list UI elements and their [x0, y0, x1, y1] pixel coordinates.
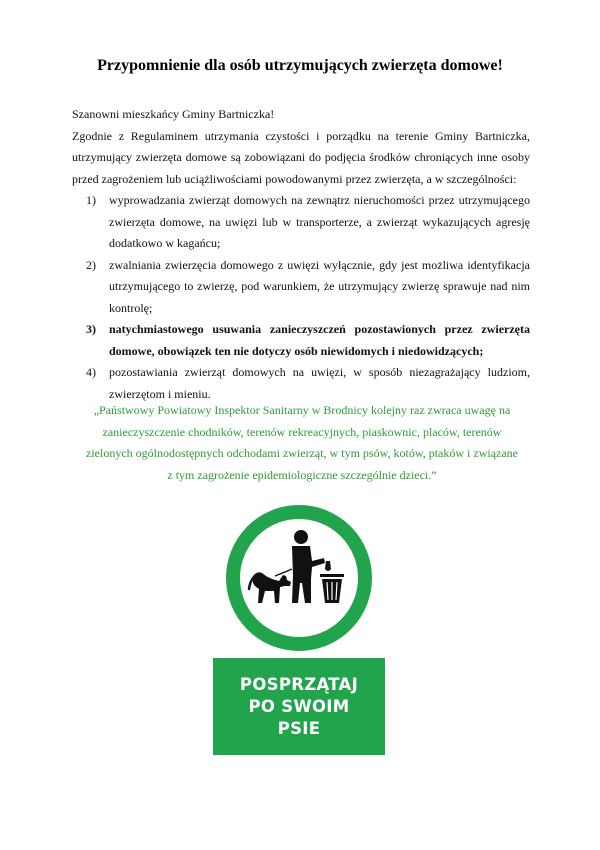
list-item-number: 2)	[86, 257, 96, 272]
person-dog-trash-pictogram-icon	[213, 503, 385, 653]
greeting: Szanowni mieszkańcy Gminy Bartniczka!	[72, 107, 275, 121]
list-item-text: pozostawiania zwierząt domowych na uwięzi, w sposób niezagrażający ludziom, zwierzętom i mieniu.	[109, 365, 530, 401]
page-title: Przypomnienie dla osób utrzymujących zwierzęta domowe!	[97, 57, 503, 74]
sign-text-panel	[213, 658, 385, 755]
sanitary-inspector-quote: „Państwowy Powiatowy Inspektor Sanitarny w Brodnicy kolejny raz zwraca uwagę na zanieczyszczenie chodników, terenów rekreacyjnych, piaskownic, placów, terenów zielonych ogólnodostępnych odchodami zwierząt, w tym psów, kotów, ptaków i związane z tym zagrożenie epidemiologiczne szczególnie dzieci.”	[86, 403, 518, 482]
sign-line-2: PO SWOIM	[248, 696, 350, 716]
clean-up-after-dog-sign	[213, 503, 385, 757]
list-item-text: zwalniania zwierzęcia domowego z uwięzi wyłącznie, gdy jest możliwa identyfikacja utrzymującego to zwierzę, pod warunkiem, że utrzymujący zwierzę sprawuje nad nim kontrolę;	[109, 257, 530, 315]
list-item-text: natychmiastowego usuwania zanieczyszczeń pozostawionych przez zwierzęta domowe, obowiązek ten nie dotyczy osób niewidomych i niedowidzących;	[109, 322, 530, 358]
document-body	[72, 104, 530, 405]
list-item	[72, 319, 530, 362]
list-item-number: 1)	[86, 193, 96, 207]
list-item	[72, 362, 530, 405]
list-item-number: 4)	[86, 365, 96, 379]
list-item-number: 3)	[86, 322, 96, 336]
list-item	[72, 190, 530, 255]
rules-list	[72, 190, 530, 405]
intro-paragraph: Zgodnie z Regulaminem utrzymania czystości i porządku na terenie Gminy Bartniczka, utrzymujący zwierzęta domowe są zobowiązani do podjęcia środków chroniących inne osoby przed zagrożeniem lub uciążliwościami powodowanymi przez zwierzęta, a w szczególności:	[72, 128, 530, 186]
sign-line-1: POSPRZĄTAJ	[239, 674, 359, 694]
list-item	[72, 255, 530, 320]
list-item-text: wyprowadzania zwierząt domowych na zewnątrz nieruchomości przez utrzymującego zwierzęta domowe, na uwięzi lub w transporterze, a zwierząt wykazujących agresję dodatkowo w kagańcu;	[109, 193, 530, 250]
sign-line-3: PSIE	[277, 718, 321, 738]
